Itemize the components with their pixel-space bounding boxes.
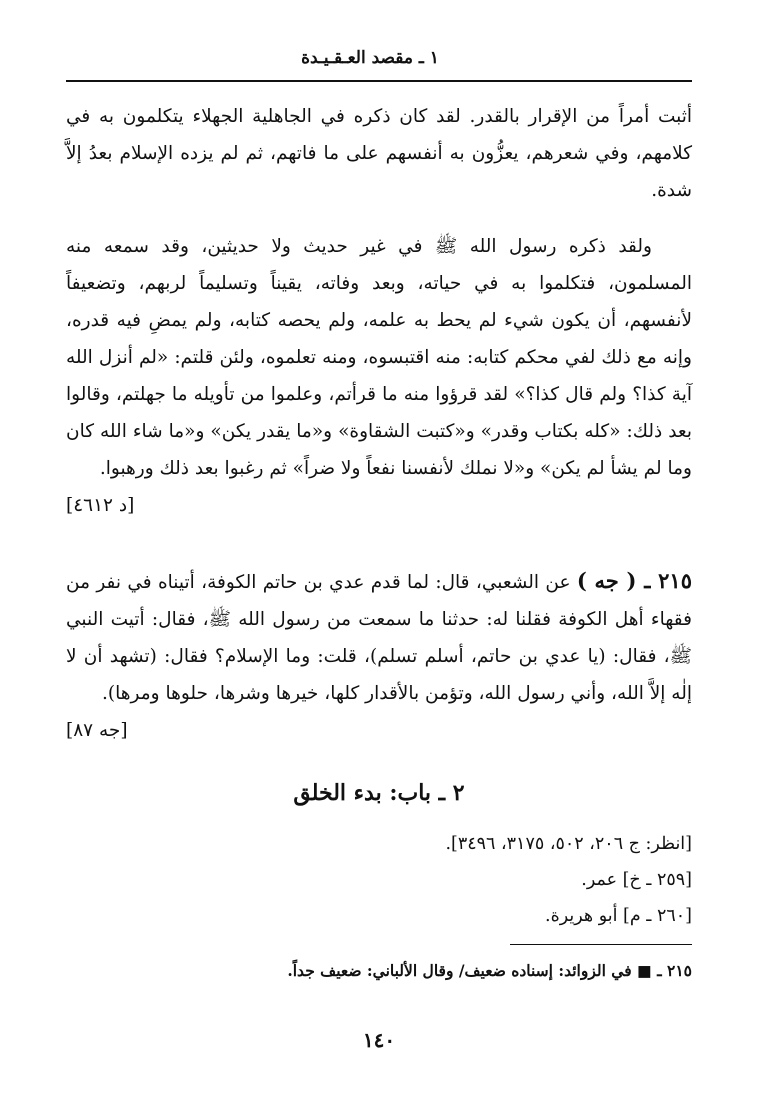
text-line: المسلمون، فتكلموا به في حياته، وبعد وفاته، يقيناً وتسليماً لربهم، xyxy=(138,273,692,294)
page-number: ١٤٠ xyxy=(362,1028,396,1052)
cross-references xyxy=(66,826,692,934)
text-line: ولقد ذكره رسول الله ﷺ في غير حديث ولا حديثين، وقد سمعه منه xyxy=(66,236,652,257)
paragraph-qadar-intro xyxy=(66,98,692,209)
text-line: رسول الله، وتؤمن بالأقدار كلها، خيرها وشرها، حلوها ومرها). xyxy=(102,683,565,704)
text-line: تسلم)، قلت: وما الإسلام؟ فقال: (تشهد أن لا إلٰه إلاَّ الله، وأني xyxy=(66,646,692,704)
text-line: لأنفسنا نفعاً ولا ضراً» ثم رغبوا بعد ذلك ورهبوا. xyxy=(99,458,455,479)
cross-reference-line: [٢٦٠ ـ م] أبو هريرة. xyxy=(545,906,692,926)
text-line: يمضِ فيه قدره، وإنه مع ذلك لفي محكم كتابه: منه اقتبسوه، ومنه تعلموه، xyxy=(66,310,692,368)
footnote: ٢١٥ ـ ■ في الزوائد: إسناده ضعيف/ وقال الألباني: ضعيف جداً. xyxy=(287,961,692,980)
text-line: ولئن قلتم: «لم أنزل الله آية كذا؟ ولم قال كذا؟» لقد قرؤوا منه ما قرأتم، xyxy=(66,347,692,405)
hadith-215 xyxy=(66,562,692,749)
text-line: عن الشعبي، قال: لما قدم عدي بن حاتم الكوفة، xyxy=(201,572,571,593)
header-rule xyxy=(66,80,692,82)
running-header: ١ ـ مقصد العـقـيـدة xyxy=(301,48,439,68)
text-line: الإسلام بعدُ إلاَّ شدة. xyxy=(66,143,692,201)
text-line: أتيناه في نفر من فقهاء أهل الكوفة فقلنا له: حدثنا ما سمعت من xyxy=(66,572,692,630)
text-line: في كلامهم، وفي شعرهم، يعزُّون به أنفسهم على ما فاتهم، ثم لم يزده xyxy=(66,106,693,164)
chapter-heading: ٢ ـ باب: بدء الخلق xyxy=(293,780,465,806)
footnote-rule xyxy=(510,944,692,945)
source-reference: [جه ٨٧] xyxy=(66,720,128,741)
hadith-number: ٢١٥ ـ ( جه ) xyxy=(576,568,692,593)
source-reference: [د ٤٦١٢] xyxy=(66,495,135,516)
text-line: وعلموا من تأويله ما جهلتم، وقالوا بعد ذلك: «كله بكتاب وقدر» و«كتبت xyxy=(66,384,692,442)
text-line: الشقاوة» و«ما يقدر يكن» و«ما شاء الله كان وما لم يشأ لم يكن» و«لا نملك xyxy=(66,421,692,479)
text-line: أثبت أمراً من الإقرار بالقدر. لقد كان ذكره في الجاهلية الجهلاء يتكلمون به xyxy=(99,106,692,127)
cross-reference-line: [٢٥٩ ـ خ] عمر. xyxy=(581,870,692,890)
text-line: رسول الله ﷺ، فقال: أتيت النبي ﷺ، فقال: (يا عدي بن حاتم، أسلم xyxy=(66,609,692,667)
paragraph-qadar-sunnah xyxy=(66,228,692,524)
cross-reference-line: [انظر: ج ٢٠٦، ٥٠٢، ٣١٧٥، ٣٤٩٦]. xyxy=(445,834,692,854)
text-line: وتضعيفاً لأنفسهم، أن يكون شيء لم يحط به علمه، ولم يحصه كتابه، ولم xyxy=(66,273,692,331)
